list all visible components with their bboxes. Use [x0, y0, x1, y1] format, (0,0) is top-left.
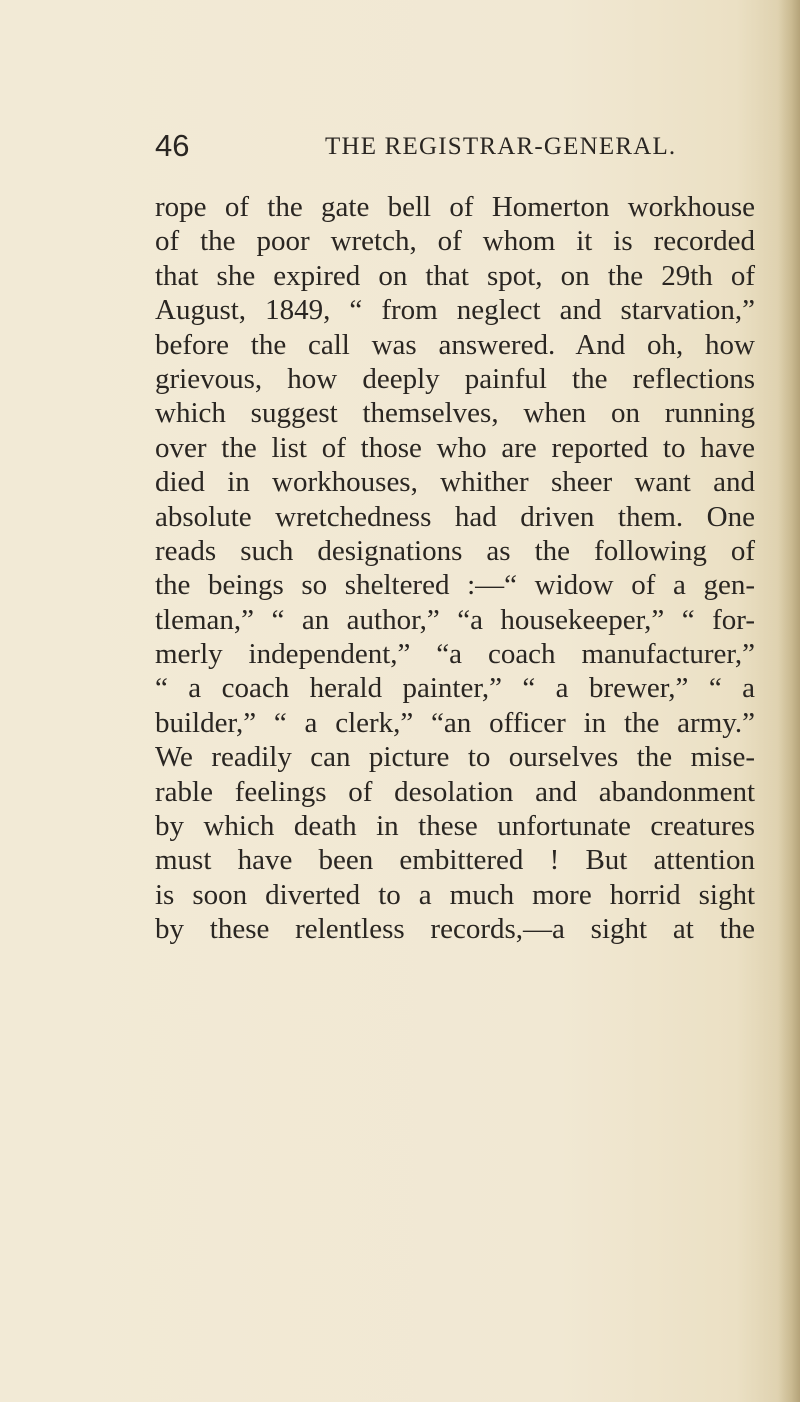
text-line: August, 1849, “ from neglect and starvation,” [155, 294, 755, 327]
text-line: by which death in these unfortunate creatures [155, 810, 755, 843]
page-edge-shadow [778, 0, 800, 1402]
text-line: of the poor wretch, of whom it is recorded [155, 225, 755, 258]
text-line: reads such designations as the following of [155, 534, 755, 567]
text-line: merly independent,” “a coach manufacturer,” [155, 638, 755, 671]
text-line: “ a coach herald painter,” “ a brewer,” “ a [155, 672, 755, 705]
text-line: the beings so sheltered :—“ widow of a gen- [155, 569, 755, 602]
running-head: THE REGISTRAR-GENERAL. [325, 133, 677, 160]
text-line: grievous, how deeply painful the reflections [155, 362, 755, 395]
text-line: which suggest themselves, when on running [155, 397, 755, 430]
text-line: rope of the gate bell of Homerton workhouse [155, 191, 755, 223]
text-line: We readily can picture to ourselves the mise- [155, 741, 755, 774]
text-line: before the call was answered. And oh, how [155, 328, 755, 361]
text-line: absolute wretchedness had driven them. One [155, 500, 755, 533]
text-line: is soon diverted to a much more horrid sight [155, 878, 755, 911]
text-line: rable feelings of desolation and abandonment [155, 775, 755, 808]
text-line: by these relentless records,—a sight at the [155, 913, 755, 946]
text-line: must have been embittered ! But attention [155, 844, 755, 877]
text-line: tleman,” “ an author,” “a housekeeper,” “ for- [155, 603, 755, 636]
text-line: died in workhouses, whither sheer want and [155, 466, 755, 499]
page-number: 46 [155, 128, 190, 163]
text-line: builder,” “ a clerk,” “an officer in the army.” [155, 706, 755, 739]
page-header [155, 126, 745, 166]
text-line: that she expired on that spot, on the 29th of [155, 259, 755, 292]
body-text [155, 190, 755, 947]
text-line: over the list of those who are reported to have [155, 431, 755, 464]
